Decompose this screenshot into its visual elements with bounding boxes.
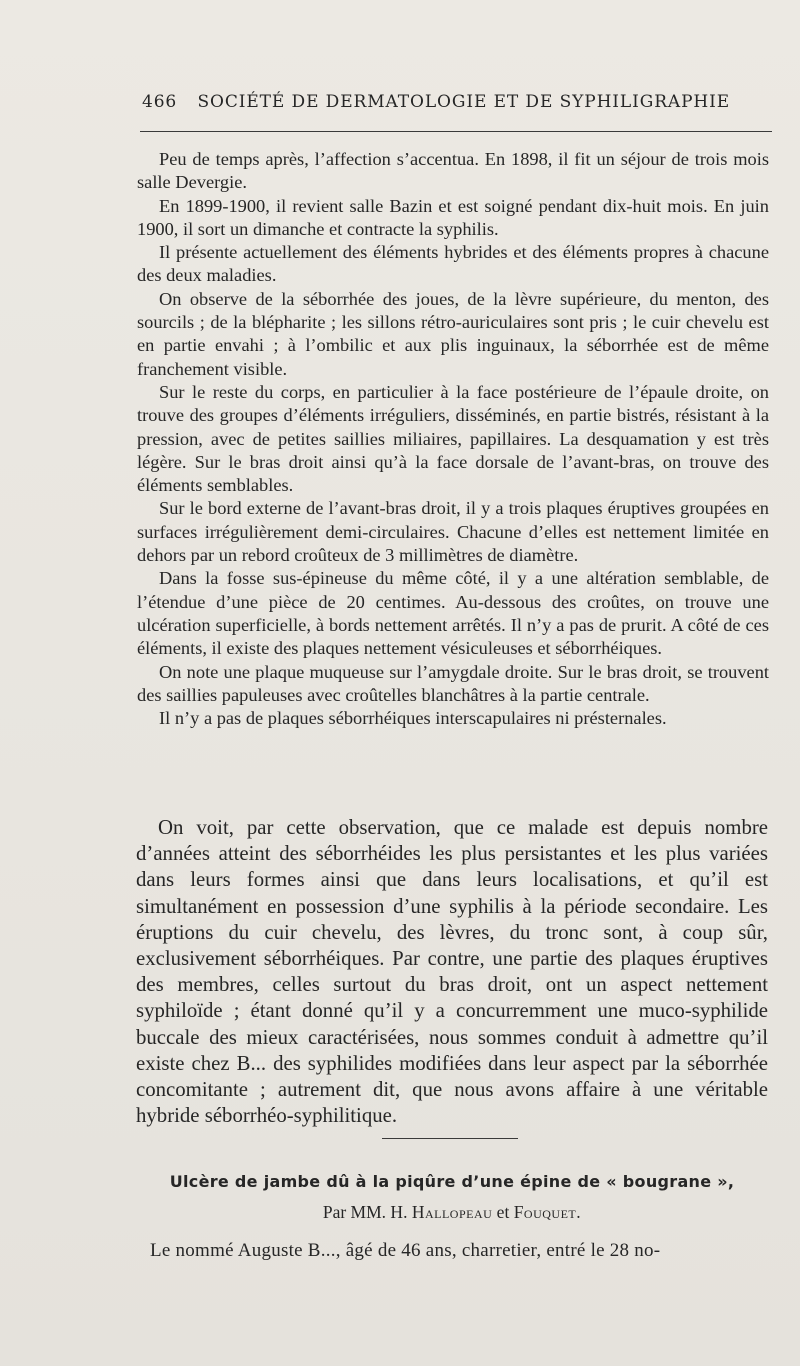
author-name: Fouquet. xyxy=(513,1202,582,1222)
author-name: Hallopeau xyxy=(411,1202,493,1222)
observation-paragraph: Peu de temps après, l’affection s’accentua. En 1898, il fit un séjour de trois mois salle Devergie. xyxy=(137,149,769,193)
observation-paragraph: Il présente actuellement des éléments hybrides et des éléments propres à chacune des deux maladies. xyxy=(137,242,769,286)
observation-paragraph: On observe de la séborrhée des joues, de la lèvre supérieure, du menton, des sourcils ; de la blépharite ; les sillons rétro-auriculaires sont pris ; le cuir chevelu est en partie envahi ; à l’ombilic et aux plis inguinaux, la séborrhée est de même franchement visible. xyxy=(137,288,769,379)
article-first-line: Le nommé Auguste B..., âgé de 46 ans, charretier, entré le 28 no- xyxy=(150,1240,661,1261)
observation-paragraph: Sur le reste du corps, en particulier à la face postérieure de l’épaule droite, on trouve des groupes d’éléments irréguliers, disséminés, en partie bistrés, résistant à la pression, avec de petites saillies miliaires, papillaires. La desquamation y est très légère. Sur le bras droit ainsi qu’à la face dorsale de l’avant-bras, on trouve des éléments semblables. xyxy=(137,381,769,496)
observation-paragraph: Il n’y a pas de plaques séborrhéiques interscapulaires ni présternales. xyxy=(159,708,667,729)
conclusion-text xyxy=(136,815,768,1129)
observation-paragraph: En 1899-1900, il revient salle Bazin et est soigné pendant dix-huit mois. En juin 1900, il sort un dimanche et contracte la syphilis. xyxy=(137,195,769,239)
observation-text xyxy=(137,148,769,730)
observation-paragraph: Sur le bord externe de l’avant-bras droit, il y a trois plaques éruptives groupées en surfaces irrégulièrement demi-circulaires. Chacune d’elles est nettement limitée en dehors par un rebord croûteux de 3 millimètres de diamètre. xyxy=(137,498,769,566)
article-title: Ulcère de jambe dû à la piqûre d’une épine de « bougrane », xyxy=(169,1172,735,1191)
running-header xyxy=(142,92,772,112)
header-rule xyxy=(140,131,772,132)
observation-paragraph: Dans la fosse sus-épineuse du même côté, il y a une altération semblable, de l’étendue d’une pièce de 20 centimes. Au-dessous des croûtes, on trouve une ulcération superficielle, à bords nettement arrêtés. Il n’y a pas de prurit. A côté de ces éléments, il existe des plaques nettement vésiculeuses et séborrhéiques. xyxy=(137,568,769,659)
observation-paragraph: On note une plaque muqueuse sur l’amygdale droite. Sur le bras droit, se trouvent des saillies papuleuses avec croûtelles blanchâtres à la partie centrale. xyxy=(137,661,769,705)
section-divider xyxy=(382,1138,518,1139)
article-authors xyxy=(136,1202,768,1223)
running-title: SOCIÉTÉ DE DERMATOLOGIE ET DE SYPHILIGRAPHIE xyxy=(197,92,731,112)
page-number: 466 xyxy=(142,92,178,112)
conclusion-paragraph: On voit, par cette observation, que ce malade est depuis nombre d’années atteint des séborrhéides les plus persistantes et les plus variées dans leurs formes ainsi que dans leurs localisations, et qu’il est simultanément en possession d’une syphilis à la période secondaire. Les éruptions du cuir chevelu, des lèvres, du tronc sont, à coup sûr, exclusivement séborrhéiques. Par contre, une partie des plaques éruptives des membres, celles surtout du bras droit, ont un aspect nettement syphiloïde ; étant donné qu’il y a concurremment une muco-syphilide buccale des mieux caractérisées, nous sommes conduit à admettre qu’il existe chez B... des syphilides modifiées dans leur aspect par la séborrhée concomitante ; autrement dit, que nous avons affaire à une véritable hybride séborrhéo-syphilitique. xyxy=(136,816,768,1128)
authors-prefix: Par MM. H. xyxy=(322,1202,412,1222)
authors-joiner: et xyxy=(492,1202,514,1222)
